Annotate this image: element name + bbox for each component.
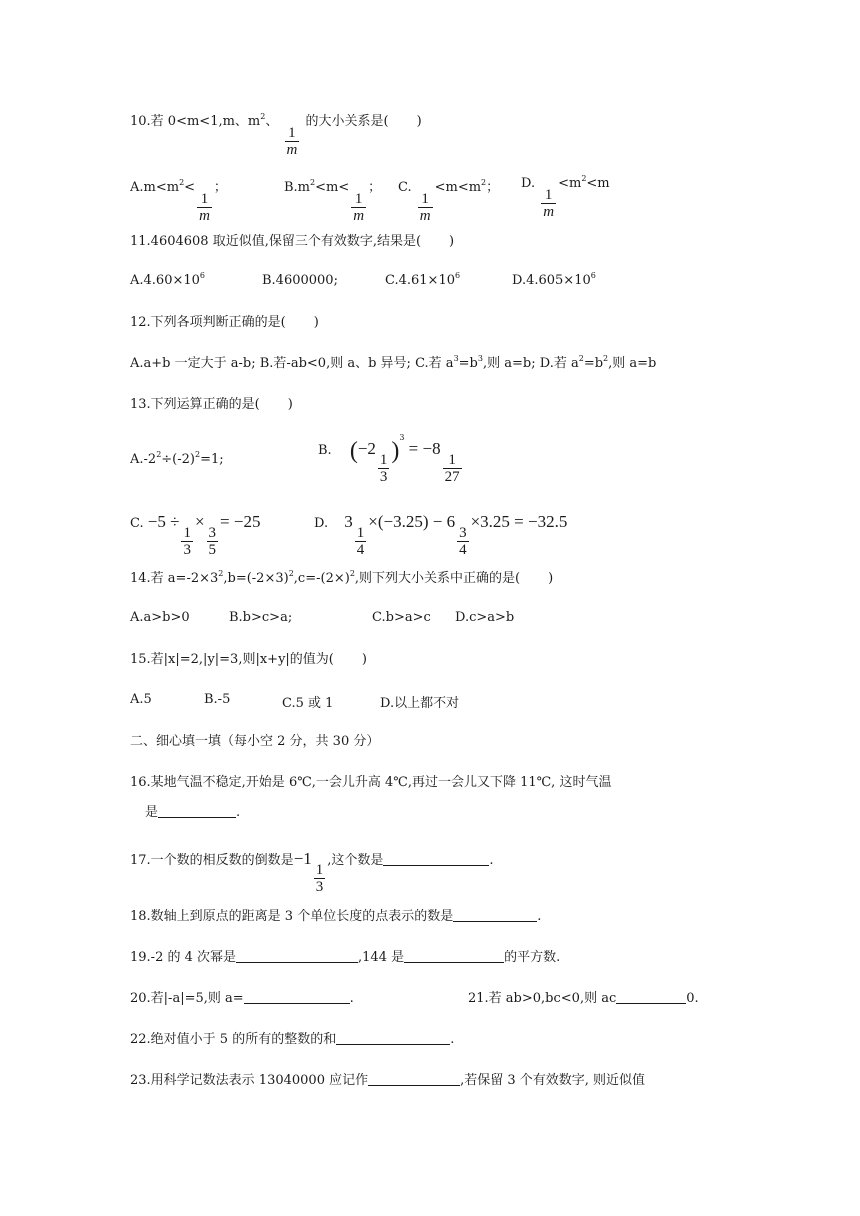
q15-option-c: C.5 或 1 [282, 696, 334, 711]
q10-option-b: $B.m^2<m<$ $\frac{1}{m}$ ； [284, 178, 382, 224]
q12-stem: 12.下列各项判断正确的是( ) [130, 315, 319, 330]
q11-option-b: B.4600000; [262, 273, 338, 288]
q18: 18.数轴上到原点的距离是 3 个单位长度的点表示的数是 . [130, 909, 542, 924]
q10-option-c: C. $\frac{1}{m}$ $<m<m^2$； [398, 178, 500, 224]
q12-option-b: B.若-ab<0,则 a、b 异号; [259, 356, 411, 371]
q15-stem: 15.若|x|=2,|y|=3,则|x+y|的值为( ) [130, 652, 367, 667]
q14-option-c: C.b>a>c [372, 610, 431, 625]
q11-option-d: $D.4.605\times 10^6$ [512, 271, 596, 288]
q13-stem: 13.下列运算正确的是( ) [130, 397, 293, 412]
q12-options [130, 355, 656, 373]
q23-answer-blank[interactable] [368, 1071, 460, 1086]
q10-stem: 10.若 0<m<1,m、$m^2$、 $\frac{1}{m}$ 的大小关系是( ) [130, 112, 422, 158]
q15-option-b: B.-5 [204, 692, 231, 707]
q14-option-d: D.c>a>b [455, 610, 515, 625]
q12-option-c: C.若 $a^3=b^3$,则 a=b; [415, 354, 536, 371]
q17-answer-blank[interactable] [383, 851, 489, 866]
q17: 17.一个数的相反数的倒数是−1 $\frac{1}{3}$ ,这个数是 . [130, 849, 494, 895]
q23: 23.用科学记数法表示 13040000 应记作 ,若保留 3 个有效数字, 则近似值 [130, 1073, 646, 1088]
q13-option-b: B. (−2 $\frac{1}{3}$ )$^3$ = −8 $\frac{1}{27}$ [318, 433, 460, 485]
q15-option-d: D.以上都不对 [380, 696, 460, 711]
q10-fraction: $\frac{1}{m}$ [286, 125, 298, 158]
q10-option-a: $A.m<m^2<$ $\frac{1}{m}$ ； [130, 178, 227, 224]
q16-answer-blank[interactable] [158, 803, 236, 818]
q12-option-a: A.a+b 一定大于 a-b; [130, 356, 256, 371]
q19-answer-blank-1[interactable] [236, 948, 358, 963]
q11-option-c: $C.4.61\times 10^6$ [385, 271, 461, 288]
q16-line-2: 是 . [145, 805, 241, 820]
q13-option-a: $A.-2^2\div(-2)^2=1$; [130, 450, 224, 467]
q16-line-1: 16.某地气温不稳定,开始是 6℃,一会儿升高 4℃,再过一会儿又下降 11℃, 这时气温 [130, 775, 612, 790]
q22: 22.绝对值小于 5 的所有的整数的和 . [130, 1032, 455, 1047]
q11-stem: 11.4604608 取近似值,保留三个有效数字,结果是( ) [130, 234, 455, 249]
q18-answer-blank[interactable] [453, 907, 537, 922]
q12-option-d: D.若 $a^2=b^2$,则 a=b [539, 354, 657, 371]
q21: 21.若 ab>0,bc<0,则 ac 0. [468, 991, 699, 1006]
q14-stem: 14.若 $a=-2\times 3^2,b=(-2\times 3)^2,c=-(2\times)^2$,则下列大小关系中正确的是( ) [130, 569, 554, 586]
q20-answer-blank[interactable] [244, 989, 350, 1004]
q13-option-d: D. 3 $\frac{1}{4}$ ×(−3.25) − 6 $\frac{3}{4}$ ×3.25 = −32.5 [314, 512, 568, 558]
q11-option-a: $A.4.60\times 10^6$ [130, 271, 205, 288]
q10-option-d: D. $\frac{1}{m}$ $<m^2<m$ [521, 174, 610, 220]
q22-answer-blank[interactable] [336, 1030, 450, 1045]
q14-option-b: B.b>c>a; [229, 610, 293, 625]
section-2-heading: 二、细心填一填（每小空 2 分，共 30 分） [130, 734, 380, 749]
q19-answer-blank-2[interactable] [404, 948, 504, 963]
q13-option-c: C. −5 ÷ $\frac{1}{3}$ × $\frac{3}{5}$ = −25 [130, 512, 261, 558]
q20: 20.若|-a|=5,则 a= . [130, 991, 354, 1006]
q15-option-a: A.5 [130, 692, 152, 707]
q21-answer-blank[interactable] [616, 989, 686, 1004]
q19: 19.-2 的 4 次幂是 ,144 是 的平方数. [130, 950, 561, 965]
q14-option-a: A.a>b>0 [130, 610, 190, 625]
